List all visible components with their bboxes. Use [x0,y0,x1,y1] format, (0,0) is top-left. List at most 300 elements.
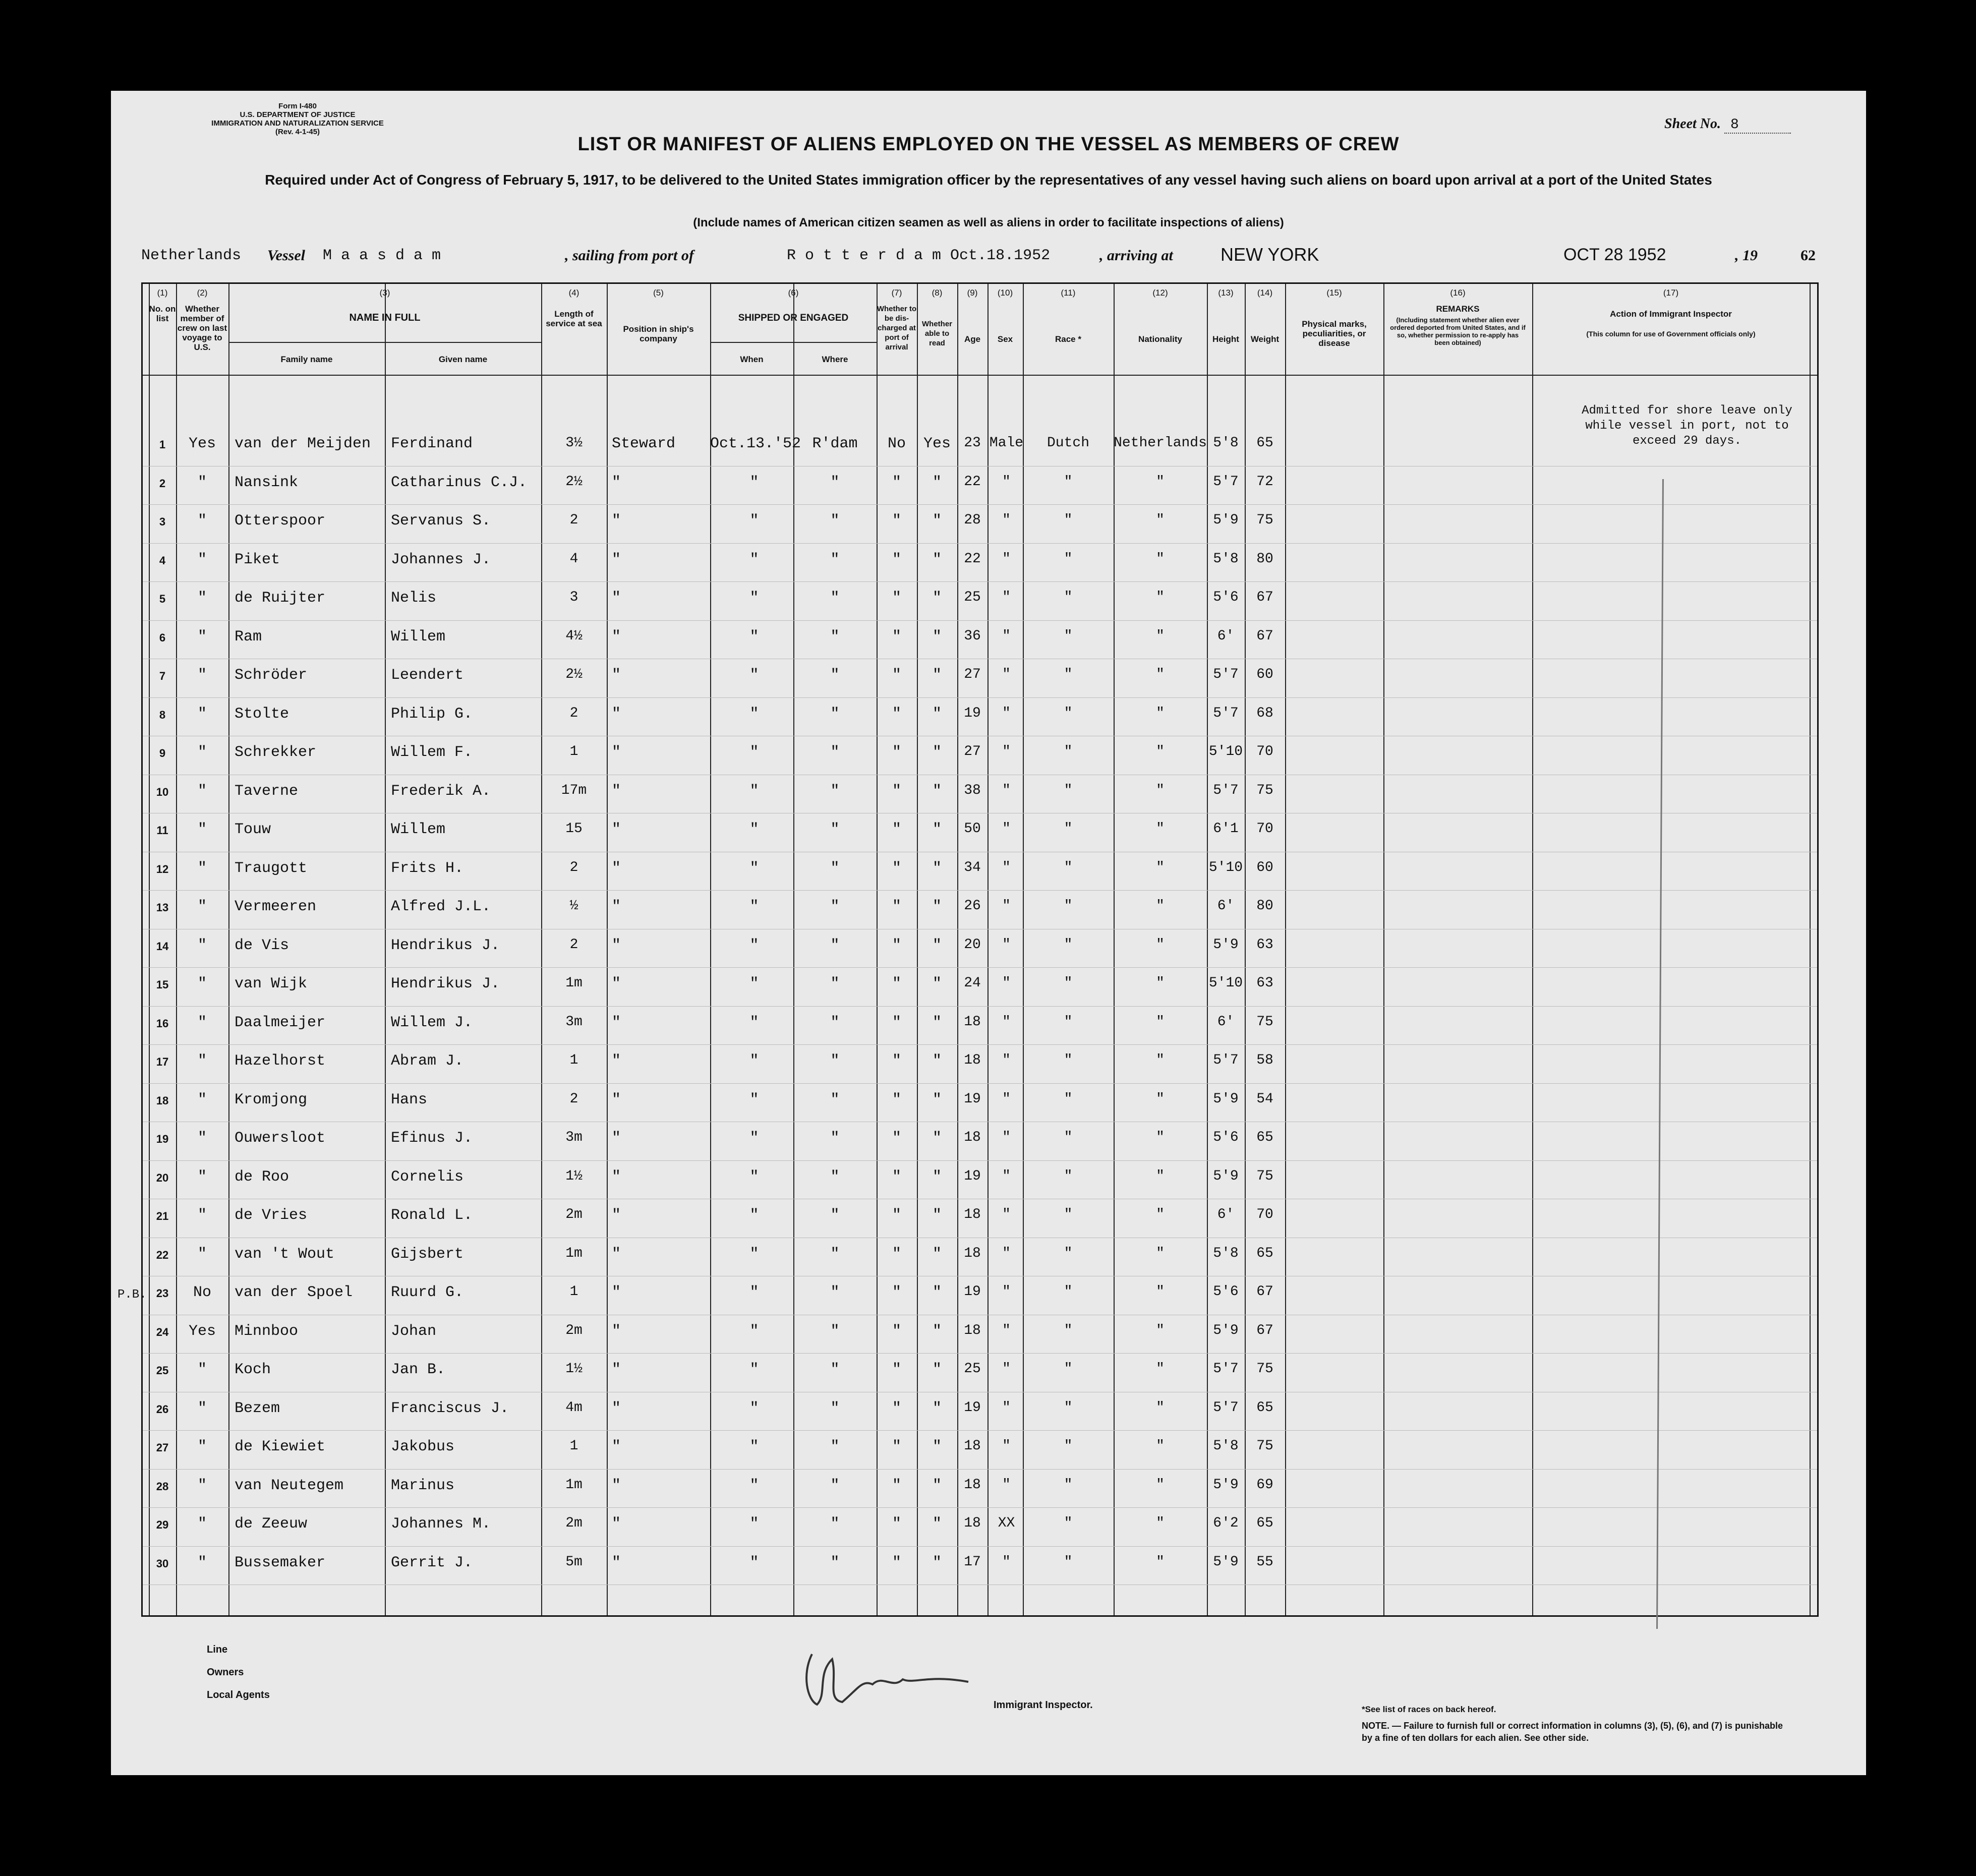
cell-height: 5'9 [1213,1554,1239,1570]
department-name: U.S. DEPARTMENT OF JUSTICE [240,110,356,119]
cell-weight: 75 [1256,1014,1273,1030]
cell-race: " [1064,1322,1073,1338]
cell-service: 2 [569,936,578,953]
header-col1-number: (1) [157,288,168,298]
cell-nat: " [1156,628,1165,644]
cell-position: " [612,1361,621,1378]
header-col16-number: (16) [1450,288,1466,298]
cell-height: 5'9 [1213,1091,1239,1107]
cell-weight: 75 [1256,782,1273,798]
cell-when: " [749,744,759,761]
cell-age: 19 [964,1091,981,1107]
cell-last: " [197,1130,207,1147]
cell-sex: " [1002,1322,1011,1338]
cell-service: 3m [565,1014,583,1030]
header-remarks-note: (Including statement whether alien ever ordered deported from United States, and if so, whether permission to re-apply has been obtained) [1390,316,1526,346]
cell-last: " [197,782,207,800]
cell-sex: " [1002,1361,1011,1377]
cell-when: " [749,551,759,568]
document-title: LIST OR MANIFEST OF ALIENS EMPLOYED ON THE VESSEL AS MEMBERS OF CREW [577,134,1400,155]
cell-where: " [830,1245,840,1263]
cell-given: Jakobus [391,1438,455,1455]
header-no-on-list: No. on list [149,304,176,323]
remarks-text: Admitted for shore leave only while vessel in port, not to exceed 29 days. [1582,404,1792,448]
cell-disch: " [892,1554,901,1571]
cell-family: Vermeeren [235,898,317,915]
cell-nat: " [1156,821,1165,837]
cell-sex: " [1002,744,1011,759]
cell-race: " [1064,1361,1073,1377]
cell-last: " [197,1052,207,1070]
cell-nat: " [1156,936,1165,953]
cell-given: Johan [391,1322,437,1340]
cell-service: 1 [569,1052,578,1068]
cell-last: Yes [188,1322,216,1340]
cell-where: " [830,1168,840,1186]
cell-height: 6'1 [1213,821,1239,837]
cell-weight: 60 [1256,667,1273,682]
cell-where: " [830,975,840,992]
cell-disch: " [892,590,901,607]
cell-sex: " [1002,1052,1011,1068]
cell-race: " [1064,744,1073,759]
cell-race: " [1064,936,1073,953]
cell-race: " [1064,782,1073,798]
cell-race: " [1064,1284,1073,1300]
cell-service: 1m [565,975,583,991]
cell-position: Steward [612,435,676,452]
cell-given: Gerrit J. [391,1554,473,1571]
header-col7-number: (7) [891,288,902,298]
cell-position: " [612,821,621,838]
header-col11-number: (11) [1061,288,1076,298]
cell-weight: 55 [1256,1554,1273,1570]
races-note: *See list of races on back hereof. [1362,1705,1496,1714]
sheet-number [1664,116,1791,134]
cell-race: " [1064,821,1073,837]
cell-position: " [612,782,621,800]
cell-read: " [932,1014,942,1031]
cell-last: " [197,1014,207,1031]
arrival-date: OCT 28 1952 [1563,245,1666,264]
cell-height: 5'8 [1213,551,1239,567]
cell-nat: " [1156,551,1165,567]
cell-weight: 75 [1256,1168,1273,1184]
document-subtitle: Required under Act of Congress of February 5, 1917, to be delivered to the United States immigration officer by the representatives of any vessel having such aliens on board upon arrival at a port of the United States [265,172,1712,188]
cell-race: " [1064,1554,1073,1570]
cell-last: Yes [188,435,216,452]
cell-height: 5'7 [1213,667,1239,682]
cell-position: " [612,590,621,607]
cell-height: 6' [1217,1207,1235,1222]
cell-sex: " [1002,590,1011,605]
vessel-flag: Netherlands [141,247,242,264]
cell-given: Ruurd G. [391,1284,464,1301]
cell-nat: " [1156,705,1165,721]
row-number: 27 [156,1441,169,1454]
cell-service: 2 [569,1091,578,1107]
sheet-number-value: 8 [1724,117,1791,134]
cell-last: " [197,551,207,568]
cell-age: 18 [964,1245,981,1261]
cell-age: 27 [964,667,981,682]
cell-weight: 67 [1256,590,1273,605]
cell-when: " [749,1168,759,1186]
cell-disch: " [892,1207,901,1224]
cell-age: 28 [964,512,981,528]
cell-service: 17m [561,782,587,798]
header-length-of-service: Length of service at sea [546,309,602,328]
cell-read: " [932,1245,942,1263]
cell-given: Hendrikus J. [391,975,500,992]
cell-read: " [932,898,942,915]
cell-family: Daalmeijer [235,1014,326,1031]
cell-age: 23 [964,435,981,451]
cell-age: 25 [964,590,981,605]
header-able-to-read: Whether able to read [922,320,952,347]
cell-last: " [197,1399,207,1417]
header-given-name: Given name [438,355,488,364]
cell-read: " [932,512,942,530]
cell-where: " [830,1477,840,1494]
cell-disch: " [892,1515,901,1533]
service-name: IMMIGRATION AND NATURALIZATION SERVICE [211,119,384,128]
cell-when: " [749,1477,759,1494]
cell-given: Hendrikus J. [391,936,500,954]
cell-age: 18 [964,1438,981,1454]
cell-when: " [749,705,759,723]
cell-given: Efinus J. [391,1130,473,1147]
header-inspector-action: Action of Immigrant Inspector [1610,309,1732,319]
cell-disch: " [892,1361,901,1378]
cell-age: 17 [964,1554,981,1570]
cell-when: Oct.13.'52 [710,435,801,452]
cell-family: Piket [235,551,280,568]
crew-table [118,282,1819,1617]
cell-weight: 70 [1256,821,1273,837]
form-identifier [182,102,414,136]
cell-height: 5'8 [1213,435,1239,451]
cell-position: " [612,1322,621,1340]
cell-family: van Wijk [235,975,308,992]
cell-family: Hazelhorst [235,1052,326,1070]
cell-height: 5'9 [1213,1168,1239,1184]
cell-when: " [749,1399,759,1417]
row-number: 8 [159,708,166,721]
cell-where: " [830,474,840,491]
cell-last: " [197,705,207,723]
header-crew-last-voyage: Whether member of crew on last voyage to U.S. [177,304,227,352]
cell-read: " [932,1438,942,1455]
cell-family: de Zeeuw [235,1515,308,1533]
cell-last: " [197,1515,207,1533]
cell-given: Johannes J. [391,551,491,568]
cell-family: Ram [235,628,262,646]
cell-when: " [749,1207,759,1224]
cell-given: Philip G. [391,705,473,723]
row-number: 17 [156,1056,169,1068]
cell-given: Hans [391,1091,428,1108]
cell-position: " [612,705,621,723]
cell-race: " [1064,512,1073,528]
cell-weight: 72 [1256,474,1273,490]
cell-weight: 80 [1256,551,1273,567]
cell-age: 19 [964,1168,981,1184]
cell-position: " [612,1091,621,1108]
cell-age: 19 [964,1399,981,1416]
sailing-label: , sailing from port of [565,247,694,264]
cell-sex: " [1002,1399,1011,1416]
cell-age: 22 [964,551,981,567]
cell-age: 18 [964,1130,981,1145]
header-col14-number: (14) [1257,288,1273,298]
cell-given: Ronald L. [391,1207,473,1224]
cell-disch: " [892,1168,901,1186]
cell-height: 5'6 [1213,1284,1239,1300]
cell-age: 18 [964,1014,981,1030]
footer-local-agents-label: Local Agents [207,1689,270,1701]
cell-given: Nelis [391,590,437,607]
header-col6-number: (6) [788,288,799,298]
cell-where: " [830,1284,840,1301]
header-nationality: Nationality [1138,334,1182,344]
cell-given: Catharinus C.J. [391,474,528,491]
cell-height: 5'7 [1213,782,1239,798]
cell-where: " [830,705,840,723]
cell-read: " [932,1554,942,1571]
cell-read: " [932,936,942,954]
cell-read: " [932,1052,942,1070]
cell-sex: Male [989,435,1024,451]
cell-family: Touw [235,821,271,838]
cell-age: 50 [964,821,981,837]
cell-family: Nansink [235,474,299,491]
cell-service: 2m [565,1322,583,1338]
cell-where: " [830,1130,840,1147]
cell-disch: " [892,512,901,530]
cell-last: " [197,821,207,838]
cell-when: " [749,975,759,992]
cell-nat: " [1156,1130,1165,1145]
header-col3-number: (3) [379,288,390,298]
cell-nat: " [1156,1477,1165,1493]
cell-height: 5'10 [1208,859,1243,875]
cell-last: " [197,1168,207,1186]
cell-height: 5'7 [1213,1399,1239,1416]
cell-read: " [932,1515,942,1533]
cell-service: 3½ [565,435,583,451]
cell-disch: " [892,782,901,800]
cell-when: " [749,590,759,607]
cell-last: " [197,1554,207,1571]
cell-last: " [197,898,207,915]
cell-when: " [749,898,759,915]
cell-service: 1½ [565,1168,583,1184]
cell-weight: 75 [1256,512,1273,528]
cell-sex: " [1002,898,1011,914]
cell-nat: " [1156,782,1165,798]
cell-height: 5'6 [1213,1130,1239,1145]
form-number: Form I-480 [278,102,317,110]
cell-nat: " [1156,1245,1165,1261]
cell-given: Willem [391,821,446,838]
footer-line-label: Line [207,1644,228,1655]
header-inspector-note: (This column for use of Government officials only) [1586,330,1756,338]
cell-weight: 67 [1256,1284,1273,1300]
cell-read: " [932,705,942,723]
cell-age: 18 [964,1322,981,1338]
row-number: 13 [156,901,169,914]
row-number: 2 [159,477,166,490]
cell-last: " [197,1477,207,1494]
cell-family: de Vries [235,1207,308,1224]
cell-disch: No [887,435,906,452]
cell-disch: " [892,1322,901,1340]
cell-disch: " [892,474,901,491]
row-number: 6 [159,631,166,644]
cell-height: 5'7 [1213,474,1239,490]
cell-race: " [1064,1438,1073,1454]
cell-race: " [1064,705,1073,721]
cell-family: Koch [235,1361,271,1378]
cell-position: " [612,551,621,568]
cell-last: " [197,744,207,761]
cell-race: " [1064,1130,1073,1145]
cell-position: " [612,936,621,954]
cell-weight: 70 [1256,1207,1273,1222]
cell-height: 5'7 [1213,1361,1239,1377]
cell-height: 5'9 [1213,512,1239,528]
header-sex: Sex [997,334,1013,344]
sailing-port: R o t t e r d a m Oct.18.1952 [787,247,1051,264]
cell-where: " [830,590,840,607]
cell-read: Yes [923,435,951,452]
cell-given: Cornelis [391,1168,464,1186]
cell-nat: " [1156,1554,1165,1570]
cell-race: " [1064,1014,1073,1030]
arriving-label: , arriving at [1099,247,1173,264]
cell-position: " [612,1477,621,1494]
manifest-sheet [111,91,1866,1775]
row-number: 18 [156,1094,169,1107]
header-age: Age [964,334,981,344]
cell-nat: Netherlands [1114,435,1207,451]
cell-where: " [830,744,840,761]
cell-position: " [612,1284,621,1301]
cell-family: de Roo [235,1168,289,1186]
cell-position: " [612,628,621,646]
cell-family: Otterspoor [235,512,326,530]
cell-height: 5'9 [1213,1322,1239,1338]
cell-age: 27 [964,744,981,759]
header-name-in-full: NAME IN FULL [349,312,421,323]
cell-age: 26 [964,898,981,914]
cell-weight: 65 [1256,435,1273,451]
cell-read: " [932,1399,942,1417]
cell-sex: XX [998,1515,1015,1531]
cell-read: " [932,551,942,568]
cell-service: 1½ [565,1361,583,1377]
cell-service: 3m [565,1130,583,1145]
fine-note: NOTE. — Failure to furnish full or correct information in columns (3), (5), (6), and (7) is punishable by a fine of ten dollars for each alien. See other side. [1362,1721,1783,1743]
cell-when: " [749,1438,759,1455]
cell-last: " [197,1361,207,1378]
header-col13-number: (13) [1218,288,1234,298]
voyage-line [141,242,1836,267]
cell-weight: 75 [1256,1438,1273,1454]
cell-where: " [830,1014,840,1031]
header-col8-number: (8) [932,288,943,298]
row-number: 20 [156,1171,169,1184]
cell-race: " [1064,1091,1073,1107]
cell-read: " [932,1361,942,1378]
cell-when: " [749,1245,759,1263]
cell-nat: " [1156,474,1165,490]
cell-disch: " [892,936,901,954]
cell-when: " [749,1052,759,1070]
cell-last: " [197,975,207,992]
cell-weight: 67 [1256,628,1273,644]
row-number: 24 [156,1325,169,1338]
cell-position: " [612,512,621,530]
row-number: 16 [156,1017,169,1030]
cell-weight: 70 [1256,744,1273,759]
cell-height: 5'8 [1213,1438,1239,1454]
cell-disch: " [892,1438,901,1455]
cell-position: " [612,1207,621,1224]
cell-position: " [612,1515,621,1533]
cell-service: 1m [565,1245,583,1261]
cell-read: " [932,859,942,877]
cell-family: van Neutegem [235,1477,344,1494]
cell-position: " [612,1052,621,1070]
cell-position: " [612,859,621,877]
cell-race: " [1064,667,1073,682]
cell-read: " [932,1284,942,1301]
cell-when: " [749,1361,759,1378]
cell-age: 18 [964,1515,981,1531]
cell-last: " [197,1207,207,1224]
cell-when: " [749,821,759,838]
header-shipped-or-engaged: SHIPPED OR ENGAGED [738,313,849,323]
header-physical-marks: Physical marks, peculiarities, or disease [1302,319,1367,348]
cell-given: Ferdinand [391,435,473,452]
row-number: 1 [159,438,166,451]
cell-sex: " [1002,628,1011,644]
cell-disch: " [892,821,901,838]
cell-age: 36 [964,628,981,644]
row-number: 26 [156,1402,169,1416]
cell-where: " [830,512,840,530]
cell-disch: " [892,1091,901,1108]
cell-nat: " [1156,1438,1165,1454]
cell-family: de Kiewiet [235,1438,326,1455]
cell-nat: " [1156,859,1165,875]
cell-nat: " [1156,1168,1165,1184]
cell-sex: " [1002,1554,1011,1570]
cell-when: " [749,667,759,684]
cell-sex: " [1002,667,1011,682]
cell-where: " [830,1207,840,1224]
header-height: Height [1212,334,1239,344]
cell-nat: " [1156,512,1165,528]
row-number: 3 [159,515,166,528]
cell-nat: " [1156,1207,1165,1222]
cell-family: van der Meijden [235,435,371,452]
cell-read: " [932,975,942,992]
cell-weight: 75 [1256,1361,1273,1377]
cell-family: Kromjong [235,1091,308,1108]
